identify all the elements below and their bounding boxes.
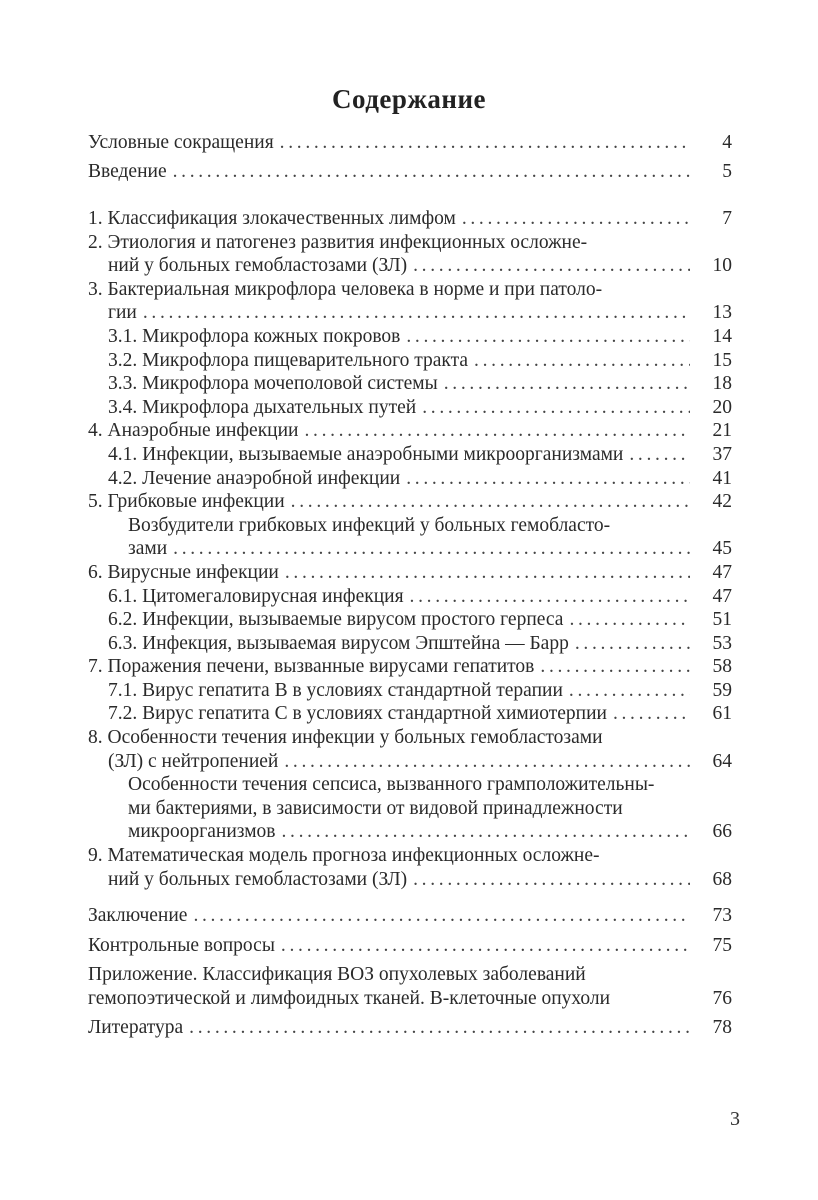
toc-entry[interactable] [88,702,732,726]
toc-entry-text: гемопоэтической и лимфоидных тканей. В-клеточные опухоли [88,987,611,1009]
toc-entry-text: 8. Особенности течения инфекции у больных гемобластозами [88,727,603,749]
toc-entry-line [88,160,732,184]
toc-entry-line [88,608,732,632]
toc-entry-text: Особенности течения сепсиса, вызванного грамположительны- [128,774,655,796]
dot-leader [173,537,690,561]
toc-entry[interactable] [88,844,732,891]
dot-leader [613,702,690,726]
toc-entry-text: 7.1. Вирус гепатита В в условиях стандартной терапии [108,679,563,701]
toc-entry[interactable] [88,904,732,928]
toc-entry-text: 3.3. Микрофлора мочеполовой системы [108,373,438,395]
toc-entry-text: 1. Классификация злокачественных лимфом [88,208,456,229]
dot-leader [284,750,690,774]
toc-entry-line [88,372,732,396]
toc-entry-line [88,820,732,844]
toc-page-number: 73 [712,905,732,926]
toc-entry-text: Возбудители грибковых инфекций у больных гемобласто- [128,514,611,536]
page-number: 3 [730,1108,740,1130]
toc-entry[interactable] [88,231,732,278]
toc-entry-line [88,443,732,467]
dot-leader [569,608,690,632]
dot-leader [282,820,691,844]
toc-entry-text: 7.2. Вирус гепатита С в условиях стандартной химиотерпии [108,703,607,725]
dot-leader [569,679,690,703]
toc-entry[interactable] [88,372,732,396]
toc-entry[interactable] [88,467,732,491]
dot-leader [422,396,690,420]
toc-entry-line [88,904,732,928]
toc-entry-text: ний у больных гемобластозами (ЗЛ) [108,868,408,890]
toc-entry-line [88,702,732,726]
toc-page-number: 58 [712,656,732,678]
toc-entry[interactable] [88,632,732,656]
toc-entry-text: 5. Грибковые инфекции [88,491,285,513]
toc-page-number: 18 [712,373,732,395]
dot-leader [281,934,690,958]
toc-entry-line [88,934,732,958]
toc-front-matter [88,131,732,188]
dot-leader [285,561,690,585]
toc-entry-text: ми бактериями, в зависимости от видовой принадлежности [128,797,623,819]
dot-leader [629,443,690,467]
toc-entry-text: зами [128,538,168,560]
toc-back-matter [88,904,732,1046]
toc-entry-line [88,419,732,443]
toc-page-number: 10 [712,255,732,277]
toc-entry-line [88,750,732,774]
toc-entry[interactable] [88,349,732,373]
toc-page-number: 5 [722,160,732,182]
toc-entry[interactable] [88,131,732,155]
toc-entry-text: 6.1. Цитомегаловирусная инфекция [108,585,404,607]
toc-entry-line [88,632,732,656]
toc-entry-text: 4.2. Лечение анаэробной инфекции [108,467,401,489]
toc-entry-text: 7. Поражения печени, вызванные вирусами гепатитов [88,656,535,678]
toc-entry-text: Заключение [88,905,188,926]
dot-leader [280,131,690,155]
dot-leader [462,207,690,231]
toc-entry-line [88,987,732,1011]
toc-entry-line [88,585,732,609]
toc-main-chapters [88,207,732,891]
toc-page-number: 13 [712,302,732,324]
dot-leader [291,490,690,514]
toc-page-number: 37 [712,443,732,465]
toc-entry[interactable] [88,679,732,703]
toc-entry-line [88,301,732,325]
toc-entry-text: 2. Этиология и патогенез развития инфекционных осложне- [88,231,588,253]
toc-entry[interactable] [88,655,732,679]
toc-page-number: 78 [712,1017,732,1039]
toc-page-number: 75 [712,934,732,956]
toc-entry-line [88,868,732,892]
toc-page-number: 66 [712,821,732,843]
dot-leader [540,655,690,679]
toc-page-number: 21 [712,420,732,442]
toc-entry-text: 3. Бактериальная микрофлора человека в норме и при патоло- [88,278,603,300]
toc-entry[interactable] [88,963,732,1010]
toc-entry-text: 3.2. Микрофлора пищеварительного тракта [108,349,469,371]
toc-entry-text: микроорганизмов [128,821,276,843]
toc-page-number: 61 [712,703,732,725]
toc-page-number: 15 [712,349,732,371]
dot-leader [444,372,690,396]
toc-entry-line [88,467,732,491]
toc-entry-line [88,490,732,514]
toc-entry-text: (ЗЛ) с нейтропенией [108,750,279,772]
toc-page-number: 4 [722,132,732,153]
toc-entry-line [88,561,732,585]
dot-leader [304,419,690,443]
toc-entry-line [88,349,732,373]
toc-entry-text: гии [108,302,137,324]
toc-entry[interactable] [88,443,732,467]
dot-leader [474,349,690,373]
toc-page-number: 59 [712,679,732,701]
toc-entry-text: 3.1. Микрофлора кожных покровов [108,325,401,347]
toc-page-number: 53 [712,632,732,654]
toc-page-number: 7 [722,208,732,229]
toc-entry-text: 4. Анаэробные инфекции [88,420,299,442]
toc-entry-line [88,679,732,703]
dot-leader [173,160,690,184]
toc-page-number: 76 [712,987,732,1009]
toc-page-number: 68 [712,868,732,890]
toc-entry-text: Приложение. Классификация ВОЗ опухолевых заболеваний [88,964,586,986]
toc-entry-line [88,131,732,155]
toc-entry-text: 6. Вирусные инфекции [88,561,279,583]
toc-entry-line [88,655,732,679]
page-title: Содержание [331,84,487,114]
toc-entry-line [88,254,732,278]
toc-page-number: 64 [712,750,732,772]
dot-leader [413,254,690,278]
dot-leader [410,585,690,609]
toc-entry-line [88,1016,732,1040]
toc-entry-text: Условные сокращения [88,132,274,153]
toc-entry[interactable] [88,160,732,184]
toc-entry-text: 6.2. Инфекции, вызываемые вирусом простого герпеса [108,609,564,631]
toc-entry[interactable] [88,490,732,514]
toc-entry[interactable] [88,396,732,420]
dot-leader [143,301,690,325]
toc-entry[interactable] [88,1016,732,1040]
toc-entry-text: 4.1. Инфекции, вызываемые анаэробными микроорганизмами [108,443,624,465]
toc-page-number: 47 [712,561,732,583]
toc-entry-text: 3.4. Микрофлора дыхательных путей [108,396,417,418]
dot-leader [189,1016,690,1040]
toc-entry-text: 6.3. Инфекция, вызываемая вирусом Эпштейна — Барр [108,632,569,654]
toc-entry-text: ний у больных гемобластозами (ЗЛ) [108,255,408,277]
toc-entry[interactable] [88,419,732,443]
toc-page-number: 41 [712,467,732,489]
toc-entry-line [88,207,732,231]
toc-entry[interactable] [88,608,732,632]
dot-leader [406,325,690,349]
toc-page-number: 20 [712,396,732,418]
toc-page-number: 47 [712,585,732,607]
toc-entry[interactable] [88,773,732,844]
toc-entry-line [88,537,732,561]
toc-page-number: 42 [712,491,732,513]
toc-entry-text: Введение [88,160,167,182]
dot-leader [193,904,690,928]
toc-entry-text: Литература [88,1017,184,1039]
dot-leader [406,467,690,491]
toc-entry[interactable] [88,278,732,325]
dot-leader [413,868,690,892]
toc-entry[interactable] [88,514,732,561]
toc-entry[interactable] [88,325,732,349]
toc-entry[interactable] [88,207,732,231]
toc-page-number: 14 [712,325,732,347]
toc-entry-text: 9. Математическая модель прогноза инфекционных осложне- [88,845,600,867]
toc-entry-text: Контрольные вопросы [88,934,275,956]
toc-entry[interactable] [88,561,732,585]
toc-entry-line [88,396,732,420]
toc-page-number: 51 [712,609,732,631]
dot-leader [575,632,690,656]
toc-entry-line [88,325,732,349]
toc-page-number: 45 [712,538,732,560]
toc-entry[interactable] [88,726,732,773]
toc-entry[interactable] [88,934,732,958]
toc-entry[interactable] [88,585,732,609]
